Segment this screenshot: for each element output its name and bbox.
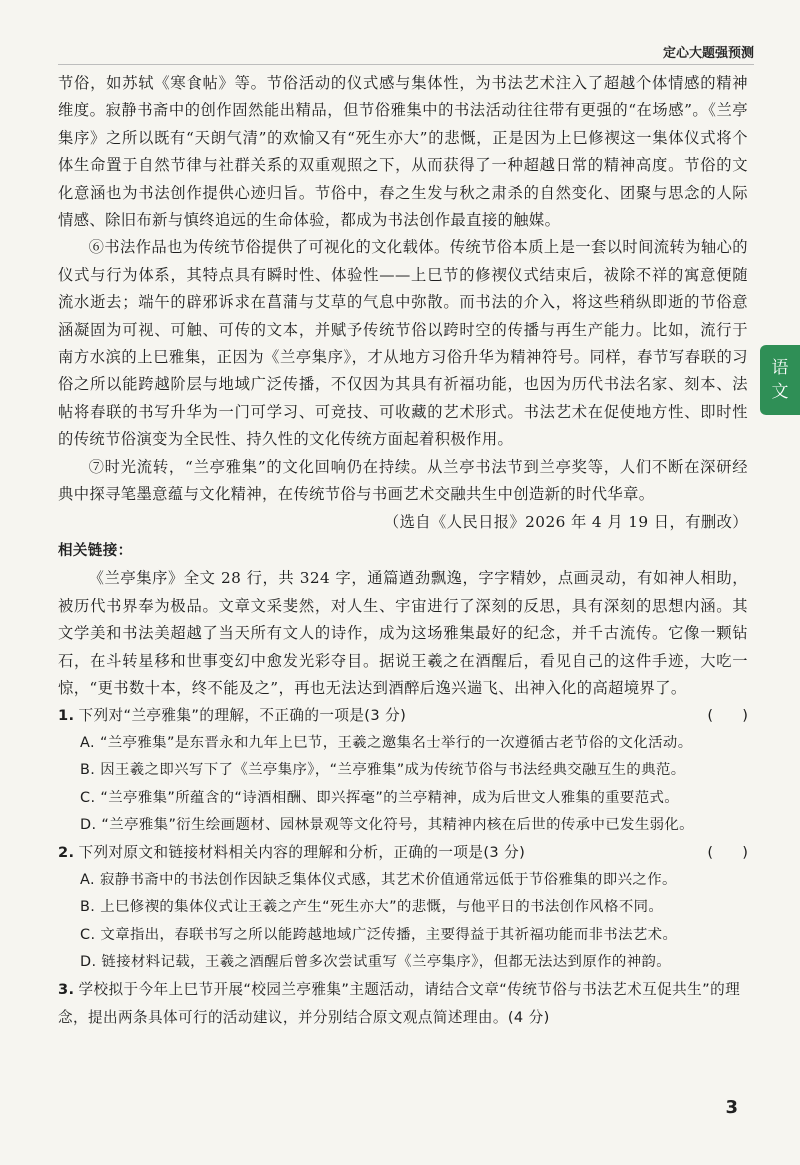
option-a: A. “兰亭雅集”是东晋永和九年上巳节，王羲之邀集名士举行的一次遵循古老节俗的文化活动。 <box>80 734 693 751</box>
question-stem <box>58 839 748 866</box>
subject-tab-char-1: 语 <box>771 358 789 378</box>
option-c: C. 文章指出，春联书写之所以能跨越地域广泛传播，主要得益于其祈福功能而非书法艺术。 <box>80 926 678 943</box>
answer-blank[interactable]: ( ) <box>707 844 748 862</box>
paragraph-continued: 节俗，如苏轼《寒食帖》等。节俗活动的仪式感与集体性，为书法艺术注入了超越个体情感的精神维度。寂静书斋中的创作固然能出精品，但节俗雅集中的书法活动往往带有更强的“在场感”。《兰亭集序》之所以既有“天朗气清”的欢愉又有“死生亦大”的悲慨，正是因为上巳修禊这一集体仪式将个体生命置于自然节律与社群关系的双重观照之下，从而获得了一种超越日常的精神高度。节俗的文化意涵也为书法创作提供心迹归旨。节俗中，春之生发与秋之肃杀的自然变化、团聚与思念的人际情感、除旧布新与慎终追远的生命体验，都成为书法创作最直接的触媒。 <box>58 74 748 230</box>
subject-tab-char-2: 文 <box>771 382 789 402</box>
option-b: B. 上巳修禊的集体仪式让王羲之产生“死生亦大”的悲慨，与他平日的书法创作风格不同。 <box>80 899 664 916</box>
question-stem <box>58 702 748 729</box>
page-number: 3 <box>725 1097 738 1118</box>
question-number: 1. <box>58 707 75 725</box>
content-area <box>58 70 748 1031</box>
subject-tab <box>760 345 800 415</box>
option-b: B. 因王羲之即兴写下了《兰亭集序》，“兰亭雅集”成为传统节俗与书法经典交融互生的典范。 <box>80 762 686 779</box>
answer-blank[interactable]: ( ) <box>707 707 748 725</box>
option-a: A. 寂静书斋中的书法创作因缺乏集体仪式感，其艺术价值通常远低于节俗雅集的即兴之作。 <box>80 871 677 888</box>
option-d: D. “兰亭雅集”衍生绘画题材、园林景观等文化符号，其精神内核在后世的传承中已发生弱化。 <box>80 816 694 833</box>
question-number: 3. <box>58 981 75 999</box>
question-stem <box>58 976 748 1031</box>
paragraph-7: ⑦时光流转，“兰亭雅集”的文化回响仍在持续。从兰亭书法节到兰亭奖等，人们不断在深研经典中探寻笔墨意蕴与文化精神，在传统节俗与书画艺术交融共生中创造新的时代华章。 <box>58 457 748 504</box>
option-c: C. “兰亭雅集”所蕴含的“诗酒相酬、即兴挥毫”的兰亭精神，成为后世文人雅集的重要范式。 <box>80 789 680 806</box>
question-text: 下列对“兰亭雅集”的理解，不正确的一项是(3 分) <box>78 707 407 725</box>
running-header: 定心大题强预测 <box>662 46 754 61</box>
question-text: 学校拟于今年上巳节开展“校园兰亭雅集”主题活动，请结合文章“传统节俗与书法艺术互促共生”的理念，提出两条具体可行的活动建议，并分别结合原文观点简述理由。(4 分) <box>58 981 741 1026</box>
question-1 <box>58 702 748 839</box>
related-links-text: 《兰亭集序》全文 28 行，共 324 字，通篇遒劲飘逸，字字精妙，点画灵动，有如神人相助，被历代书界奉为极品。文章文采斐然，对人生、宇宙进行了深刻的反思，具有深刻的思想内涵。其文学美和书法美超越了当天所有文人的诗作，成为这场雅集最好的纪念，并千古流传。它像一颗钻石，在斗转星移和世事变幻中愈发光彩夺目。据说王羲之在酒醒后，看见自己的这件手迹，大吃一惊，“更书数十本，终不能及之”，再也无法达到酒醉后逸兴遄飞、出神入化的高超境界了。 <box>58 569 748 697</box>
option-d: D. 链接材料记载，王羲之酒醒后曾多次尝试重写《兰亭集序》，但都无法达到原作的神韵。 <box>80 954 672 970</box>
related-links-title: 相关链接： <box>58 542 133 559</box>
question-number: 2. <box>58 844 75 862</box>
source-note: （选自《人民日报》2026 年 4 月 19 日，有删改） <box>383 512 748 531</box>
header-rule <box>58 64 754 65</box>
question-text: 下列对原文和链接材料相关内容的理解和分析，正确的一项是(3 分) <box>78 844 526 862</box>
question-3 <box>58 976 748 1031</box>
paragraph-6: ⑥书法作品也为传统节俗提供了可视化的文化载体。传统节俗本质上是一套以时间流转为轴心的仪式与行为体系，其特点具有瞬时性、体验性——上巳节的修禊仪式结束后，祓除不祥的寓意便随流水逝去；端午的辟邪诉求在菖蒲与艾草的气息中弥散。而书法的介入，将这些稍纵即逝的节俗意涵凝固为可视、可触、可传的文本，并赋予传统节俗以跨时空的传播与再生产能力。比如，流行于南方水滨的上巳雅集，正因为《兰亭集序》，才从地方习俗升华为精神符号。同样，春节写春联的习俗之所以能跨越阶层与地域广泛传播，不仅因为其具有祈福功能，也因为历代书法名家、刻本、法帖将春联的书写升华为一门可学习、可竞技、可收藏的艺术形式。书法艺术在促使地方性、即时性的传统节俗演变为全民性、持久性的文化传统方面起着积极作用。 <box>58 238 748 449</box>
question-2 <box>58 839 748 976</box>
